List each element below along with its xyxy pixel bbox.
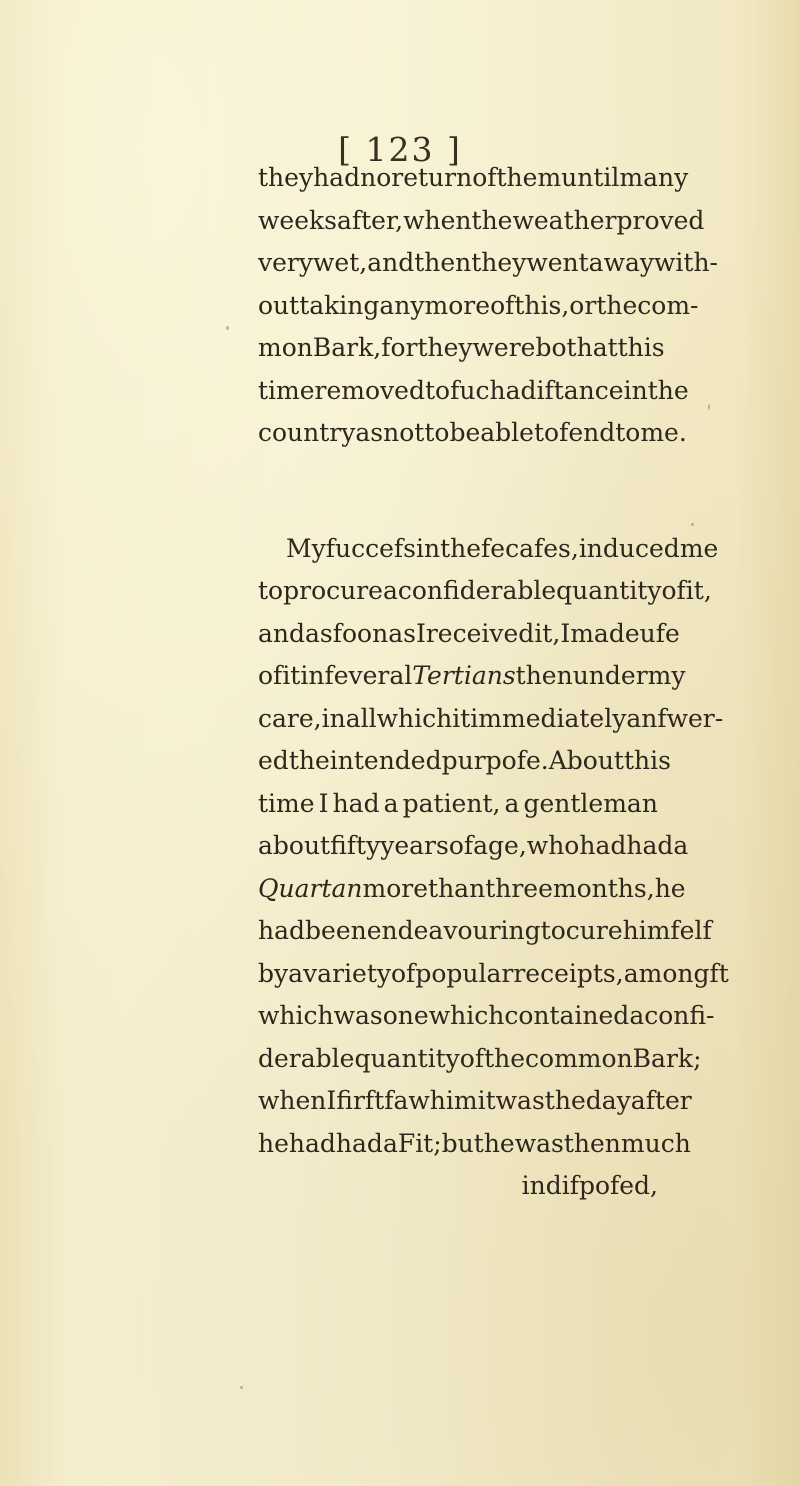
- word: ed: [258, 746, 289, 775]
- text-line: [258, 740, 671, 783]
- word: then: [563, 1128, 621, 1158]
- word: both: [535, 333, 593, 362]
- word: fuch: [450, 375, 506, 405]
- word: quantity: [354, 1043, 460, 1073]
- word: one: [382, 1001, 429, 1030]
- word: the: [471, 205, 513, 235]
- word: had: [332, 788, 380, 818]
- word: had: [335, 1128, 383, 1158]
- word: endeavouring: [366, 916, 541, 945]
- word: receipts,: [513, 958, 624, 988]
- word: removed: [314, 375, 425, 405]
- word: he: [654, 873, 686, 903]
- word: the: [544, 1086, 586, 1115]
- word: himfelf: [622, 916, 712, 945]
- word: it: [282, 661, 301, 690]
- word: then: [414, 248, 472, 277]
- word: cafes,: [505, 533, 579, 563]
- word: I: [560, 618, 571, 648]
- word: three: [485, 873, 553, 903]
- word: fuccefs: [325, 533, 416, 563]
- word: procure: [283, 576, 383, 605]
- word: Bark: [632, 1043, 694, 1073]
- word: in: [321, 703, 346, 733]
- word: as: [355, 418, 384, 447]
- word: quantity: [556, 576, 662, 605]
- word: by: [258, 958, 289, 988]
- word: any: [379, 290, 425, 320]
- word: then: [515, 661, 573, 690]
- word: cure: [565, 916, 623, 945]
- text-line: [258, 910, 712, 953]
- word: diftance: [520, 375, 624, 405]
- word: was: [333, 1001, 383, 1030]
- word: in: [415, 533, 441, 563]
- word: popular: [415, 958, 514, 988]
- word: be: [449, 418, 481, 447]
- word: they: [417, 333, 473, 362]
- word: of: [472, 163, 497, 192]
- text-line: [258, 698, 724, 741]
- word: very: [258, 248, 313, 277]
- word: of: [391, 958, 416, 988]
- word: for: [381, 333, 418, 362]
- paper-speck: [240, 1386, 243, 1389]
- word: under: [572, 661, 648, 690]
- word: when: [403, 205, 472, 235]
- word: Fit;: [397, 1128, 442, 1158]
- word: weeks: [258, 205, 337, 235]
- paragraph-gap: [258, 455, 658, 528]
- word: they: [471, 248, 527, 277]
- word: gentleman: [523, 788, 658, 818]
- text-line: [258, 1123, 691, 1166]
- word: or: [569, 290, 597, 320]
- word: contained: [504, 1001, 630, 1030]
- word: he: [258, 1128, 289, 1158]
- word: years: [380, 831, 449, 860]
- word: I: [318, 788, 329, 818]
- word: immediately: [470, 703, 627, 733]
- text-line: [258, 370, 689, 413]
- word: faw: [384, 1086, 430, 1115]
- word: as: [305, 618, 333, 648]
- text-line: [258, 783, 658, 826]
- word: not: [383, 418, 425, 447]
- word: of: [459, 1043, 485, 1073]
- word: the: [596, 290, 638, 320]
- word: the: [647, 375, 689, 405]
- word: variety: [303, 958, 391, 988]
- text-line: [258, 327, 665, 370]
- word: and: [258, 618, 306, 648]
- word: a: [673, 831, 689, 860]
- word: ufe: [639, 618, 680, 648]
- word: than: [428, 873, 486, 903]
- word: of: [258, 661, 283, 690]
- word: but: [441, 1128, 484, 1158]
- word: care,: [258, 703, 322, 733]
- word: no: [360, 163, 392, 192]
- word: derable: [258, 1043, 355, 1073]
- word: after: [630, 1086, 692, 1115]
- word: time: [258, 788, 315, 818]
- word: with-: [654, 248, 719, 277]
- word: out: [258, 290, 300, 320]
- word: thefe: [440, 533, 506, 563]
- word: return: [391, 163, 473, 192]
- word: My: [286, 533, 326, 563]
- word: Tertians: [412, 661, 516, 690]
- word: after,: [336, 205, 404, 235]
- text-line: [258, 412, 687, 455]
- word: them: [496, 163, 562, 192]
- word: confiderable: [397, 576, 557, 605]
- word: went: [526, 248, 589, 277]
- word: many: [619, 163, 689, 192]
- word: it: [477, 1086, 496, 1115]
- text-line: [258, 570, 712, 613]
- word: feveral: [324, 661, 413, 690]
- word: had: [626, 831, 674, 860]
- text-line: [258, 868, 686, 911]
- word: mon: [258, 333, 313, 362]
- word: time: [258, 375, 315, 405]
- word: to: [615, 418, 641, 447]
- word: able: [480, 418, 534, 447]
- text-line: [258, 613, 680, 656]
- word: firft: [336, 1086, 385, 1115]
- word: it: [452, 703, 471, 733]
- word: he: [483, 1128, 515, 1158]
- word: to: [424, 375, 451, 405]
- word: this: [617, 333, 665, 362]
- word: of: [490, 290, 515, 320]
- word: to: [533, 418, 560, 447]
- word: made: [570, 618, 640, 648]
- text-line: [258, 655, 686, 698]
- word: all: [345, 703, 377, 733]
- word: this,: [514, 290, 570, 320]
- word: my: [647, 661, 686, 690]
- text-line: [258, 1038, 702, 1081]
- word: the: [288, 746, 330, 775]
- word: I: [326, 1086, 337, 1115]
- word: Bark,: [312, 333, 382, 362]
- paragraph-1: [258, 157, 719, 455]
- word: ;: [693, 1043, 702, 1073]
- text-line: [258, 953, 729, 996]
- word: received: [425, 618, 535, 648]
- text-line: [258, 528, 719, 571]
- paper-speck: [691, 523, 694, 526]
- paragraph-2: [258, 528, 729, 1166]
- word: it,: [685, 576, 712, 605]
- word: a: [505, 375, 521, 405]
- word: day: [585, 1086, 631, 1115]
- word: weather: [512, 205, 617, 235]
- word: in: [300, 661, 325, 690]
- word: when: [258, 1086, 327, 1115]
- word: purpofe.: [441, 746, 549, 775]
- word: induced: [578, 533, 680, 563]
- word: was: [495, 1086, 545, 1115]
- catchword: indifpofed,: [521, 1171, 658, 1200]
- text-line: [258, 825, 689, 868]
- word: him: [429, 1086, 478, 1115]
- word: to: [258, 576, 284, 605]
- word: a: [383, 788, 399, 818]
- paper-speck: [708, 404, 710, 410]
- word: were: [472, 333, 536, 362]
- word: was: [514, 1128, 564, 1158]
- word: a: [382, 576, 398, 605]
- word: more: [362, 873, 429, 903]
- word: away: [588, 248, 655, 277]
- word: to: [540, 916, 566, 945]
- word: foon: [332, 618, 389, 648]
- word: who: [526, 831, 580, 860]
- text-line: [258, 242, 719, 285]
- text-line: [258, 285, 699, 328]
- word: confi-: [644, 1001, 715, 1030]
- word: and: [367, 248, 415, 277]
- word: had: [258, 916, 306, 945]
- text-line: [258, 1080, 692, 1123]
- word: age,: [473, 831, 527, 860]
- word: a: [504, 788, 520, 818]
- word: fend: [559, 418, 616, 447]
- word: wet,: [313, 248, 368, 277]
- text-line: [258, 157, 689, 200]
- word: country: [258, 418, 356, 447]
- word: of: [661, 576, 686, 605]
- word: fifty: [330, 831, 381, 860]
- word: which: [376, 703, 453, 733]
- text-line: [258, 995, 715, 1038]
- word: taking: [299, 290, 380, 320]
- word: until: [561, 163, 620, 192]
- word: about: [258, 831, 331, 860]
- word: had: [288, 1128, 336, 1158]
- word: common: [525, 1043, 633, 1073]
- word: been: [305, 916, 367, 945]
- word: as: [388, 618, 416, 648]
- word: in: [623, 375, 648, 405]
- word: which: [428, 1001, 505, 1030]
- word: proved: [616, 205, 705, 235]
- word: a: [288, 958, 304, 988]
- word: a: [629, 1001, 645, 1030]
- word: I: [415, 618, 426, 648]
- paper-speck: [226, 326, 229, 330]
- word: they: [258, 163, 314, 192]
- word: intended: [329, 746, 442, 775]
- word: it,: [534, 618, 561, 648]
- word: months,: [552, 873, 655, 903]
- word: me.: [640, 418, 687, 447]
- word: com-: [637, 290, 699, 320]
- word: About: [548, 746, 624, 775]
- word: which: [258, 1001, 334, 1030]
- page-number: [ 123 ]: [338, 130, 462, 169]
- body-text: [258, 157, 729, 1208]
- word: me: [679, 533, 719, 563]
- word: to: [424, 418, 450, 447]
- word: this: [623, 746, 671, 775]
- word: Quartan: [258, 873, 363, 903]
- word: the: [484, 1043, 526, 1073]
- word: more: [424, 290, 491, 320]
- word: had: [579, 831, 627, 860]
- word: patient,: [402, 788, 501, 818]
- word: anfwer-: [626, 703, 724, 733]
- word: had: [313, 163, 361, 192]
- word: of: [448, 831, 474, 860]
- catchword-line: [258, 1165, 658, 1208]
- word: much: [620, 1128, 691, 1158]
- word: amongft: [623, 958, 729, 988]
- word: at: [592, 333, 618, 362]
- text-line: [258, 200, 705, 243]
- word: a: [382, 1128, 398, 1158]
